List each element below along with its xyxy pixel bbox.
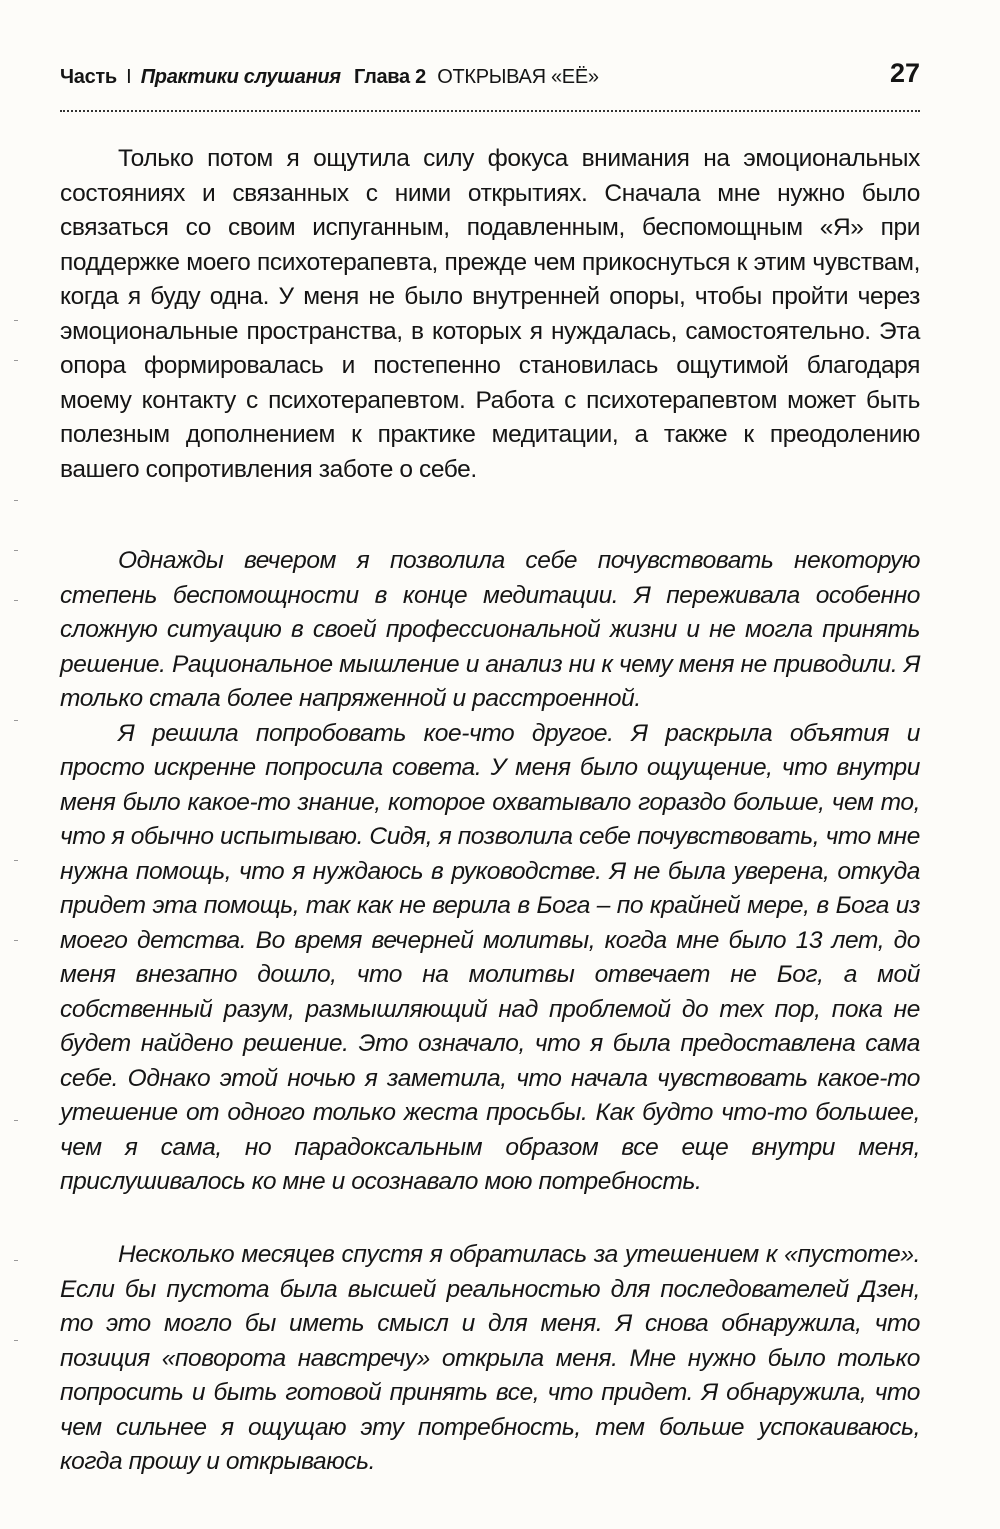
chapter-title: ОТКРЫВАЯ «ЕЁ» (437, 66, 599, 88)
text-block-regular (60, 142, 920, 487)
header-breadcrumb (60, 66, 599, 89)
paragraph: Несколько месяцев спустя я обратилась за утешением к «пустоте». Если бы пустота была высшей реальностью для последователей Дзен, то это могло бы иметь смысл и для меня. Я снова обнаружила, что позиция «поворота навстречу» открыла меня. Мне нужно было только попросить и быть готовой принять все, что придет. Я обнаружила, что чем сильнее я ощущаю эту потребность, тем больше успокаиваюсь, когда прошу и открываюсь. (60, 1241, 920, 1475)
paragraph: Я решила попробовать кое-что другое. Я раскрыла объятия и просто искренне попросила совета. У меня было ощущение, что внутри меня было какое-то знание, которое охватывало гораздо больше, чем то, что я обычно испытываю. Сидя, я позволила себе почувствовать, что мне нужна помощь, что я нуждаюсь в руководстве. Я не была уверена, откуда придет эта помощь, так как не верила в Бога – по крайней мере, в Бога из моего детства. Во время вечерней молитвы, когда мне было 13 лет, до меня внезапно дошло, что на молитвы отвечает не Бог, а мой собственный разум, размышляющий над проблемой до тех пор, пока не будет найдено решение. Это означало, что я была предоставлена сама себе. Однако этой ночью я заметила, что начала чувствовать какое-то утешение от одного только жеста просьбы. Как будто что-то большее, чем я сама, но парадоксальным образом все еще внутри меня, прислушивалось ко мне и осознавало мою потребность. (60, 719, 920, 1195)
page-number: 27 (889, 58, 920, 88)
paragraph: Однажды вечером я позволила себе почувствовать некоторую степень беспомощности в конце медитации. Я переживала особенно сложную ситуацию в своей профессиональной жизни и не могла принять решение. Рациональное мышление и анализ ни к чему меня не приводили. Я только стала более напряженной и расстроенной. (60, 547, 920, 712)
running-header (60, 58, 920, 94)
part-number: I (126, 66, 132, 88)
part-label: Часть (60, 66, 117, 88)
part-title: Практики слушания (140, 66, 341, 88)
chapter-label: Глава 2 (354, 66, 426, 88)
header-divider (60, 110, 920, 112)
scan-margin-marks (14, 300, 20, 1400)
text-block-italic-story (60, 544, 920, 1200)
paragraph: Только потом я ощутила силу фокуса внимания на эмоциональных состояниях и связанных с ними открытиях. Сначала мне нужно было связаться со своим испуганным, подавленным, беспомощным «Я» при поддержке моего психотерапевта, прежде чем прикоснуться к этим чувствам, когда я буду одна. У меня не было внутренней опоры, чтобы пройти через эмоциональные пространства, в которых я нуждалась, самостоятельно. Эта опора формировалась и постепенно становилась ощутимой благодаря моему контакту с психотерапевтом. Работа с психотерапевтом может быть полезным дополнением к практике медитации, а также к преодолению вашего сопротивления заботе о себе. (60, 145, 920, 483)
text-block-italic-story (60, 1238, 920, 1480)
